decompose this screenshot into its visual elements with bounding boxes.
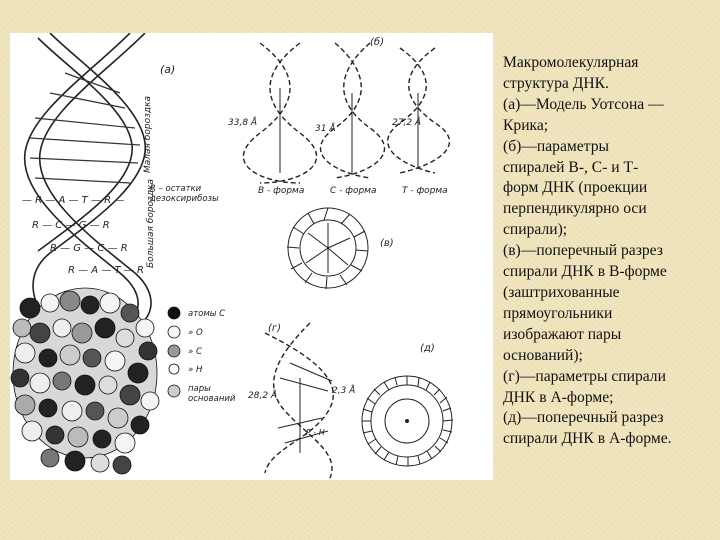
form-b-label: В - форма — [258, 186, 305, 196]
caption-line: спиралей В-, С- и Т- — [503, 158, 639, 176]
svg-text:R — A — T — R: R — A — T — R — [68, 265, 144, 276]
measure-b-form: 33,8 Å — [228, 118, 258, 128]
dna-figure — [10, 33, 493, 480]
legend-atoms-o: » О — [188, 328, 203, 338]
panel-b-axes — [280, 88, 418, 173]
atom-legend — [168, 307, 180, 397]
svg-text:— R — A — T — R —: — R — A — T — R — — [22, 195, 125, 206]
legend-atoms-c2: » С — [188, 347, 202, 357]
caption-line: (г)—параметры спирали — [503, 367, 666, 385]
legend-bases: оснований — [188, 394, 236, 404]
caption-line: (заштрихованные — [503, 283, 620, 301]
form-t-label: Т - форма — [402, 186, 448, 196]
caption-line: оснований); — [503, 346, 583, 364]
caption-line: перпендикулярно оси — [503, 200, 647, 218]
caption-line: спирали); — [503, 221, 568, 239]
space-filling-model — [11, 288, 159, 474]
panel-a-rungs — [30, 73, 140, 183]
caption-line: (б)—параметры — [503, 137, 609, 155]
caption-line: форм ДНК (проекции — [503, 179, 648, 197]
legend-pairs: пары — [188, 384, 211, 394]
measure-g-pitch: 28,2 Å — [248, 391, 278, 401]
panel-v-label: (в) — [380, 238, 394, 249]
panel-d-center-dot — [405, 419, 409, 423]
legend-atoms-h: » Н — [188, 365, 203, 375]
panel-g-label: (г) — [268, 323, 282, 334]
caption-line: (д)—поперечный разрез — [503, 409, 664, 427]
legend-atoms-c: атомы С — [188, 309, 226, 319]
caption-line: (а)—Модель Уотсона — — [503, 95, 664, 113]
dna-structure-illustration — [10, 33, 493, 480]
legend-r-label: R – остатки — [150, 184, 202, 194]
caption-line: спирали ДНК в А-форме. — [503, 430, 672, 448]
caption-line: ДНК в А-форме; — [503, 388, 614, 406]
atom-legend-labels — [188, 309, 236, 404]
panel-g-base-label: Р - Н — [306, 428, 325, 437]
minor-groove-label: Малая бороздка — [143, 95, 153, 173]
caption-line: Макромолекулярная — [503, 54, 639, 71]
panel-a-label: (а) — [160, 63, 176, 76]
caption-line: спирали ДНК в В-форме — [503, 263, 667, 281]
measure-c-form: 31 Å — [315, 124, 336, 134]
caption-line: Крика; — [503, 116, 549, 134]
panel-b-label: (б) — [370, 37, 384, 48]
svg-text:R — C — G — R: R — C — G — R — [32, 220, 110, 231]
caption-line: структура ДНК. — [503, 74, 609, 92]
panel-v-cross-section — [287, 208, 368, 289]
caption-line: прямоугольники — [503, 304, 613, 322]
measure-g-rise: 2,3 Å — [332, 386, 356, 396]
caption-line: (в)—поперечный разрез — [503, 242, 663, 260]
svg-text:R — G — C — R: R — G — C — R — [50, 243, 128, 254]
panel-d-label: (д) — [420, 343, 435, 354]
form-c-label: С - форма — [330, 186, 377, 196]
caption-line: изображают пары — [503, 325, 622, 343]
panel-g-rungs — [278, 363, 332, 453]
panel-b-helices — [243, 43, 449, 183]
major-groove-label: Большая бороздка — [146, 179, 156, 268]
figure-caption — [503, 53, 710, 450]
measure-t-form: 27,2 Å — [392, 118, 422, 128]
legend-r-label-2: дезоксирибозы — [150, 194, 219, 204]
